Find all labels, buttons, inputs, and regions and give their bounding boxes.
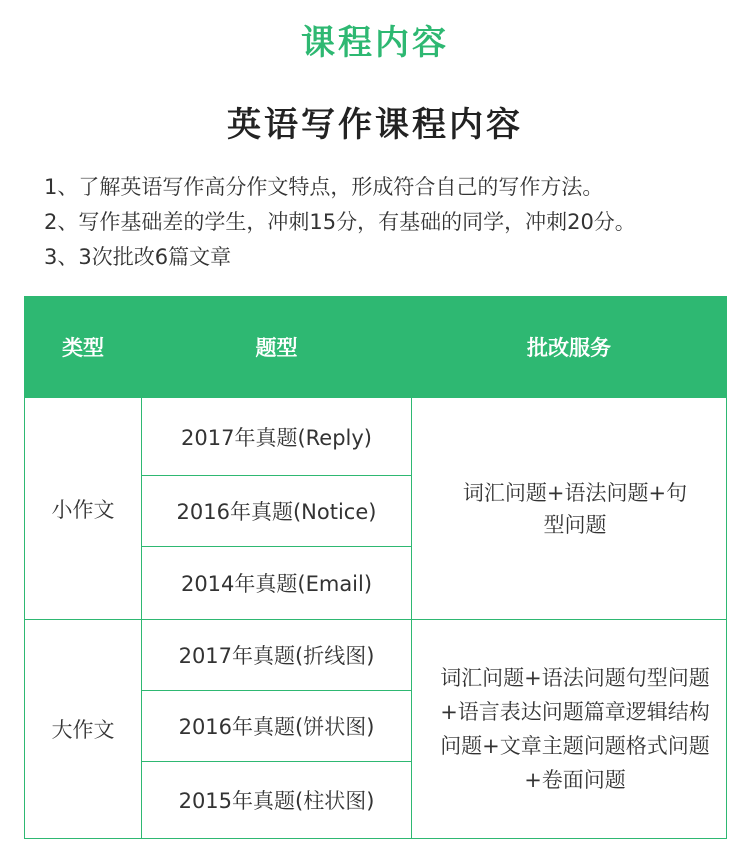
table-header-row	[25, 297, 727, 398]
service-text: 词汇问题+语法问题+句型问题	[462, 480, 688, 537]
table-row	[25, 620, 727, 691]
question-cell: 2015年真题(柱状图)	[142, 762, 412, 839]
course-points-list	[44, 170, 734, 275]
type-cell-large-essay: 大作文	[25, 620, 142, 839]
type-cell-small-essay: 小作文	[25, 398, 142, 620]
question-cell: 2014年真题(Email)	[142, 547, 412, 620]
question-cell: 2016年真题(Notice)	[142, 476, 412, 547]
service-text: 词汇问题+语法问题句型问题+语言表达问题篇章逻辑结构问题+文章主题问题格式问题+卷面问题	[440, 666, 710, 792]
course-point-1: 1、了解英语写作高分作文特点，形成符合自己的写作方法。	[44, 175, 604, 199]
course-point-2: 2、写作基础差的学生，冲刺15分，有基础的同学，冲刺20分。	[44, 210, 636, 234]
service-cell-large-essay	[412, 620, 727, 839]
service-cell-small-essay	[412, 398, 727, 620]
course-title: 英语写作课程内容	[227, 105, 523, 145]
course-point-3: 3、3次批改6篇文章	[44, 245, 232, 269]
question-cell: 2017年真题(Reply)	[142, 398, 412, 476]
section-title: 课程内容	[301, 23, 449, 63]
table-row	[25, 398, 727, 476]
question-cell: 2017年真题(折线图)	[142, 620, 412, 691]
course-table	[24, 296, 727, 839]
question-cell: 2016年真题(饼状图)	[142, 691, 412, 762]
header-type: 类型	[25, 297, 142, 398]
header-correction-service: 批改服务	[412, 297, 727, 398]
header-question-type: 题型	[142, 297, 412, 398]
